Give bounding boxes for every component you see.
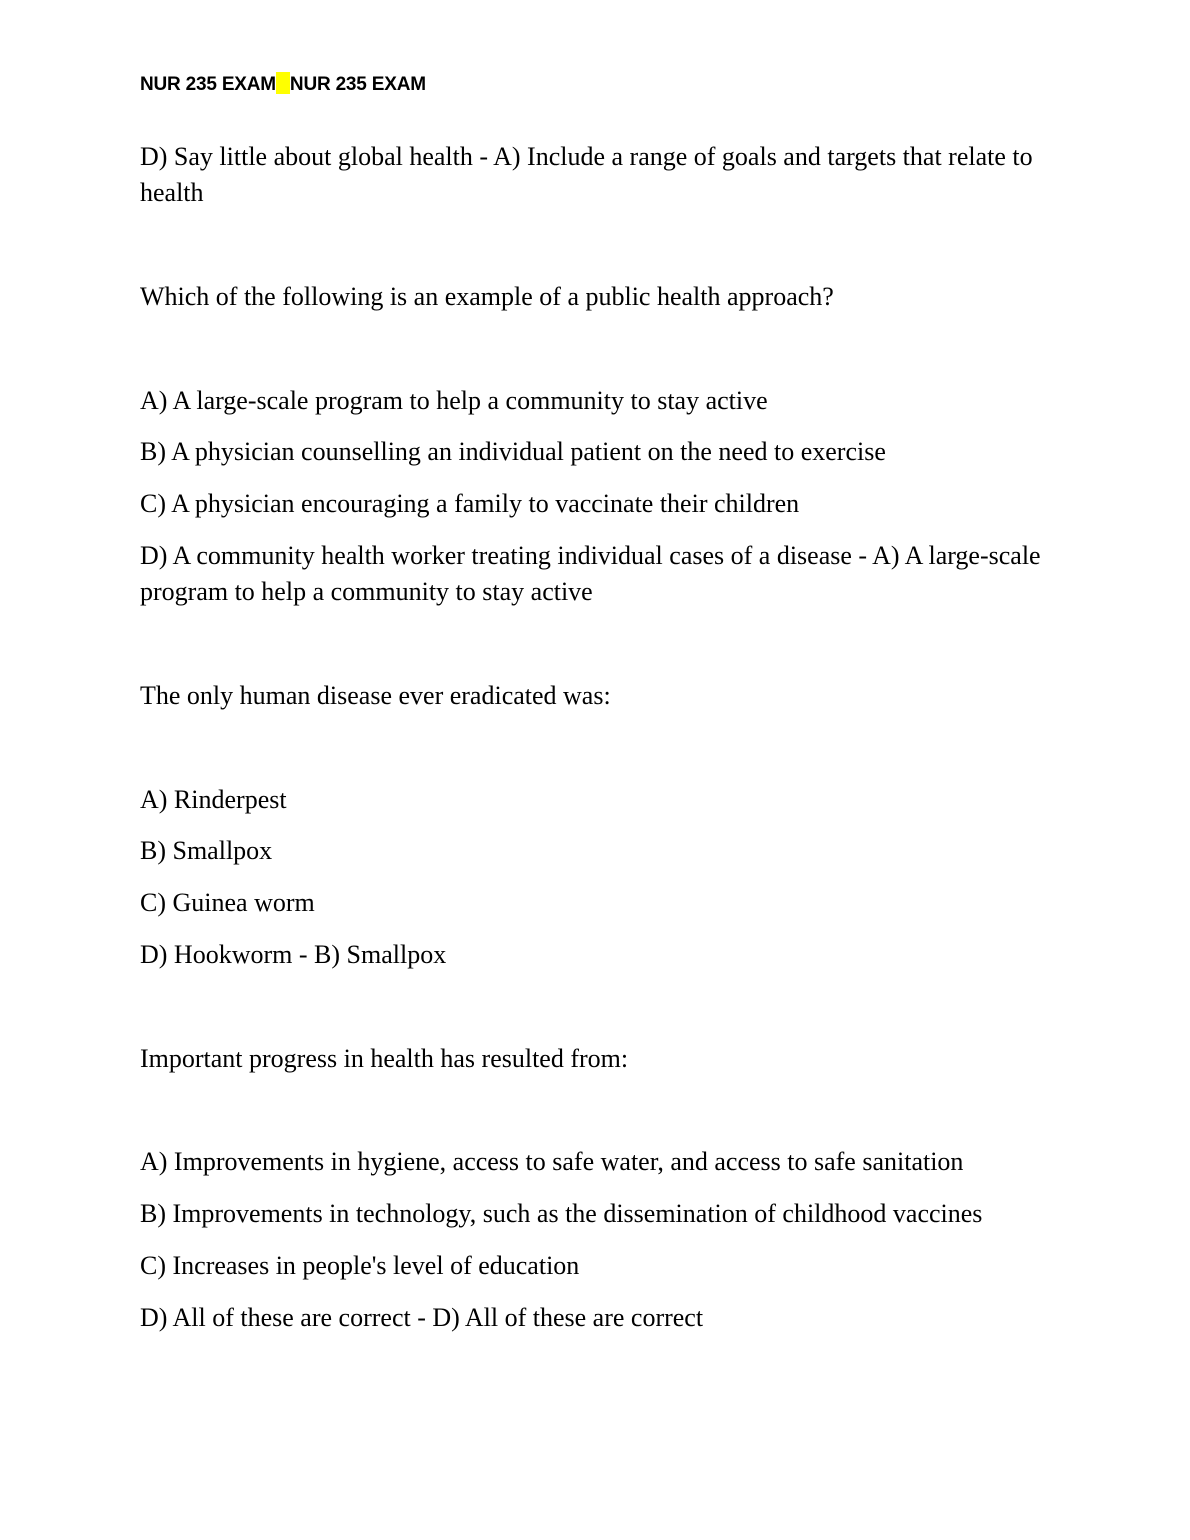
previous-answer: D) Say little about global health - A) Include a range of goals and targets that relate to health <box>140 142 1033 207</box>
question-1-option-a: A) A large-scale program to help a community to stay active <box>140 386 768 415</box>
question-3-option-d: D) All of these are correct - D) All of these are correct <box>140 1303 704 1332</box>
question-2-option-b: B) Smallpox <box>140 836 273 865</box>
question-2: The only human disease ever eradicated was: <box>140 681 611 710</box>
question-3-option-c: C) Increases in people's level of education <box>140 1251 580 1280</box>
question-2-option-a: A) Rinderpest <box>140 785 287 814</box>
question-1: Which of the following is an example of a public health approach? <box>140 282 834 311</box>
question-1-option-d: D) A community health worker treating individual cases of a disease - A) A large-scale program to help a community to stay active <box>140 541 1041 606</box>
question-2-option-d: D) Hookworm - B) Smallpox <box>140 940 447 969</box>
highlight-mark <box>276 72 290 94</box>
question-1-option-c: C) A physician encouraging a family to vaccinate their children <box>140 489 800 518</box>
question-3-option-b: B) Improvements in technology, such as the dissemination of childhood vaccines <box>140 1199 983 1228</box>
question-3: Important progress in health has resulted from: <box>140 1044 629 1073</box>
question-1-option-b: B) A physician counselling an individual patient on the need to exercise <box>140 437 886 466</box>
question-2-option-c: C) Guinea worm <box>140 888 315 917</box>
header-title-left: NUR 235 EXAM <box>140 74 276 95</box>
question-3-option-a: A) Improvements in hygiene, access to safe water, and access to safe sanitation <box>140 1147 964 1176</box>
header-title-right: NUR 235 EXAM <box>289 74 426 95</box>
page-header <box>140 72 426 96</box>
